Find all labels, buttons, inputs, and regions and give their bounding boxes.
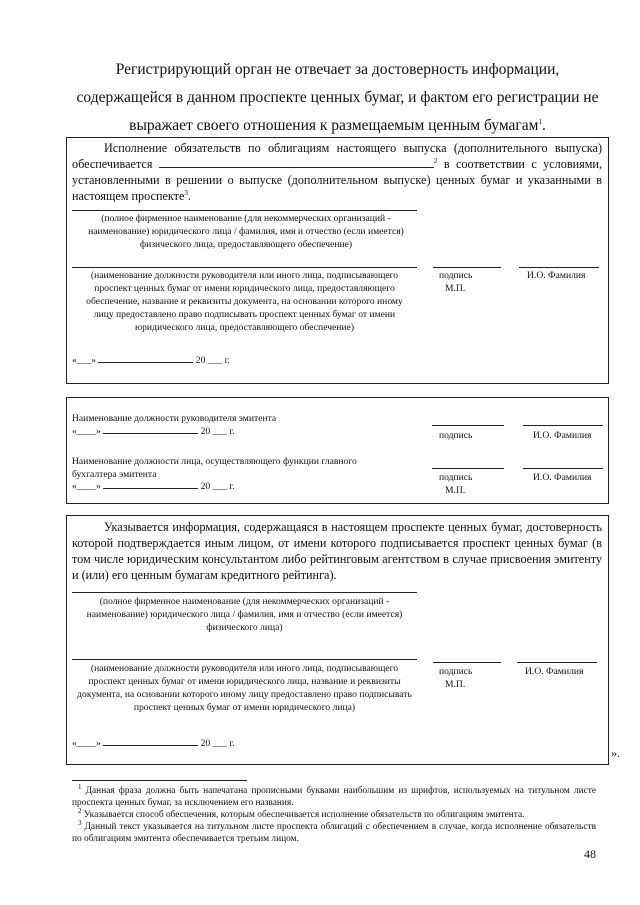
accountant-name-line[interactable] bbox=[523, 468, 603, 469]
footnote-2 bbox=[72, 806, 596, 821]
third-party-fullname-label: И.О. Фамилия bbox=[525, 666, 584, 677]
footnote-separator bbox=[72, 780, 247, 781]
footnote-3-text: Данный текст указывается на титульном листе проспекта облигаций с обеспечением в случае, когда исполнение обязательств по облигациям эмитента обеспечивается третьим лицом. bbox=[72, 822, 597, 844]
third-party-signature-line[interactable] bbox=[433, 662, 501, 663]
guarantor-box bbox=[66, 137, 609, 384]
guarantor-name-sign-line[interactable] bbox=[519, 267, 599, 268]
third-party-box bbox=[66, 515, 609, 765]
third-party-signature-label: подпись bbox=[439, 666, 473, 677]
guarantee-paragraph bbox=[72, 140, 602, 204]
footnote-3 bbox=[72, 818, 597, 845]
third-party-paragraph: Указывается информация, содержащаяся в настоящем проспекте ценных бумаг, достоверность которой подтверждается иным лицом, от имени которого подписывается проспект ценных бумаг (в том числе юридическим консультантом либо рейтинговым агентством в случае присвоения эмитенту и (или) его ценным бумагам кредитного рейтинга). bbox=[72, 520, 602, 582]
accountant-date bbox=[72, 481, 235, 492]
footnote-1 bbox=[72, 782, 597, 809]
footnote-3-mark: 3 bbox=[78, 818, 82, 827]
guarantee-text-a: Исполнение обязательств по облигациям настоящего выпуска (дополнительного выпуска) обеспечивается bbox=[72, 141, 602, 171]
third-party-name-line[interactable] bbox=[72, 592, 417, 593]
guarantee-text-end: . bbox=[187, 189, 191, 203]
third-party-date bbox=[72, 738, 235, 749]
footnote-ref-1: 1 bbox=[538, 117, 542, 126]
third-party-date-day[interactable]: «____» bbox=[72, 738, 101, 749]
footnotes bbox=[72, 782, 597, 845]
guarantor-date-month[interactable] bbox=[98, 362, 193, 363]
footnote-ref-3: 3 bbox=[184, 188, 188, 197]
third-party-position-line[interactable] bbox=[72, 659, 417, 660]
footnote-1-mark: 1 bbox=[78, 782, 82, 791]
guarantor-name-line[interactable] bbox=[72, 210, 417, 211]
third-party-name-sign-line[interactable] bbox=[517, 662, 597, 663]
intro-line-2: содержащейся в данном проспекте ценных бумаг, и фактом его регистрации не bbox=[76, 89, 599, 106]
intro-line-3 bbox=[60, 112, 615, 140]
third-party-name-caption: (полное фирменное наименование (для некоммерческих организаций - наименование) юридического лица / фамилия, имя и отчество (если имеется) физического лица) bbox=[86, 596, 403, 633]
head-date-year[interactable]: 20 ___ г. bbox=[200, 426, 235, 437]
third-party-stamp-label: М.П. bbox=[445, 679, 466, 690]
guarantee-text-b: в соответствии с условиями, установленными в решении о выпуске (дополнительном выпуске) ценных бумаг и указанными в настоящем проспекте bbox=[72, 157, 603, 203]
intro-line-1: Регистрирующий орган не отвечает за достоверность информации, bbox=[115, 61, 560, 78]
head-signature-label: подпись bbox=[439, 430, 473, 441]
head-position-label: Наименование должности руководителя эмитента bbox=[72, 413, 277, 424]
page-number: 48 bbox=[584, 847, 596, 861]
head-fullname-label: И.О. Фамилия bbox=[533, 430, 592, 441]
guarantor-signature-line[interactable] bbox=[433, 267, 501, 268]
accountant-signature-line[interactable] bbox=[432, 468, 504, 469]
guarantor-signature-label: подпись bbox=[439, 270, 473, 281]
intro-line-3-end: . bbox=[541, 117, 546, 134]
head-date bbox=[72, 426, 235, 437]
third-party-date-month[interactable] bbox=[103, 745, 198, 746]
guarantor-position-line[interactable] bbox=[72, 267, 417, 268]
accountant-stamp-label: М.П. bbox=[445, 485, 466, 496]
accountant-date-day[interactable]: «____» bbox=[72, 481, 101, 492]
accountant-signature-label: подпись bbox=[439, 472, 473, 483]
guarantor-date-year[interactable]: 20 ___ г. bbox=[195, 355, 230, 366]
guarantor-position-caption: (наименование должности руководителя или иного лица, подписывающего проспект ценных бумаг от имени юридического лица, предоставляющего обеспечение, название и реквизиты документа, на основании которого иному лицу предоставлено право подписывать проспект ценных бумаг от имени юридического лица, предоставляющего обеспечение) bbox=[86, 270, 403, 333]
issuer-signatures-box bbox=[66, 397, 609, 504]
intro-line-3-text: выражает своего отношения к размещаемым ценным бумагам bbox=[129, 117, 539, 134]
head-date-day[interactable]: «____» bbox=[72, 426, 101, 437]
third-party-position-caption: (наименование должности руководителя или иного лица, подписывающего проспект ценных бумаг от имени юридического лица, название и реквизиты документа, на основании которого иному лицу предоставлено право подписывать проспект ценных бумаг от имени юридического лица) bbox=[77, 663, 412, 713]
footnote-1-text: Данная фраза должна быть напечатана прописными буквами наибольшим из шрифтов, используемых на титульном листе проспекта ценных бумаг, за исключением его названия. bbox=[72, 786, 597, 808]
head-name-line[interactable] bbox=[523, 425, 603, 426]
closing-quote: ». bbox=[611, 746, 620, 760]
guarantor-date-day[interactable]: «___» bbox=[72, 355, 96, 366]
footnote-2-text: Указывается способ обеспечения, которым обеспечивается исполнение обязательств по облигациям эмитента. bbox=[83, 810, 525, 820]
guarantor-date bbox=[72, 355, 230, 366]
head-date-month[interactable] bbox=[103, 433, 198, 434]
footnote-ref-2: 2 bbox=[433, 156, 438, 165]
guarantor-name-caption: (полное фирменное наименование (для некоммерческих организаций - наименование) юридического лица / фамилия, имя и отчество (если имеется) физического лица, предоставляющего обеспечение) bbox=[88, 213, 404, 250]
footnote-2-mark: 2 bbox=[78, 806, 82, 815]
intro-statement bbox=[60, 56, 615, 140]
accountant-date-month[interactable] bbox=[103, 488, 198, 489]
third-party-date-year[interactable]: 20 ___ г. bbox=[200, 738, 235, 749]
accountant-position-label: Наименование должности лица, осуществляющего функции главного бухгалтера эмитента bbox=[72, 456, 357, 480]
head-signature-line[interactable] bbox=[432, 425, 504, 426]
guarantee-method-field[interactable] bbox=[159, 156, 434, 168]
guarantor-stamp-label: М.П. bbox=[445, 283, 466, 294]
accountant-fullname-label: И.О. Фамилия bbox=[533, 472, 592, 483]
guarantor-fullname-label: И.О. Фамилия bbox=[527, 270, 586, 281]
accountant-date-year[interactable]: 20 ___ г. bbox=[200, 481, 235, 492]
